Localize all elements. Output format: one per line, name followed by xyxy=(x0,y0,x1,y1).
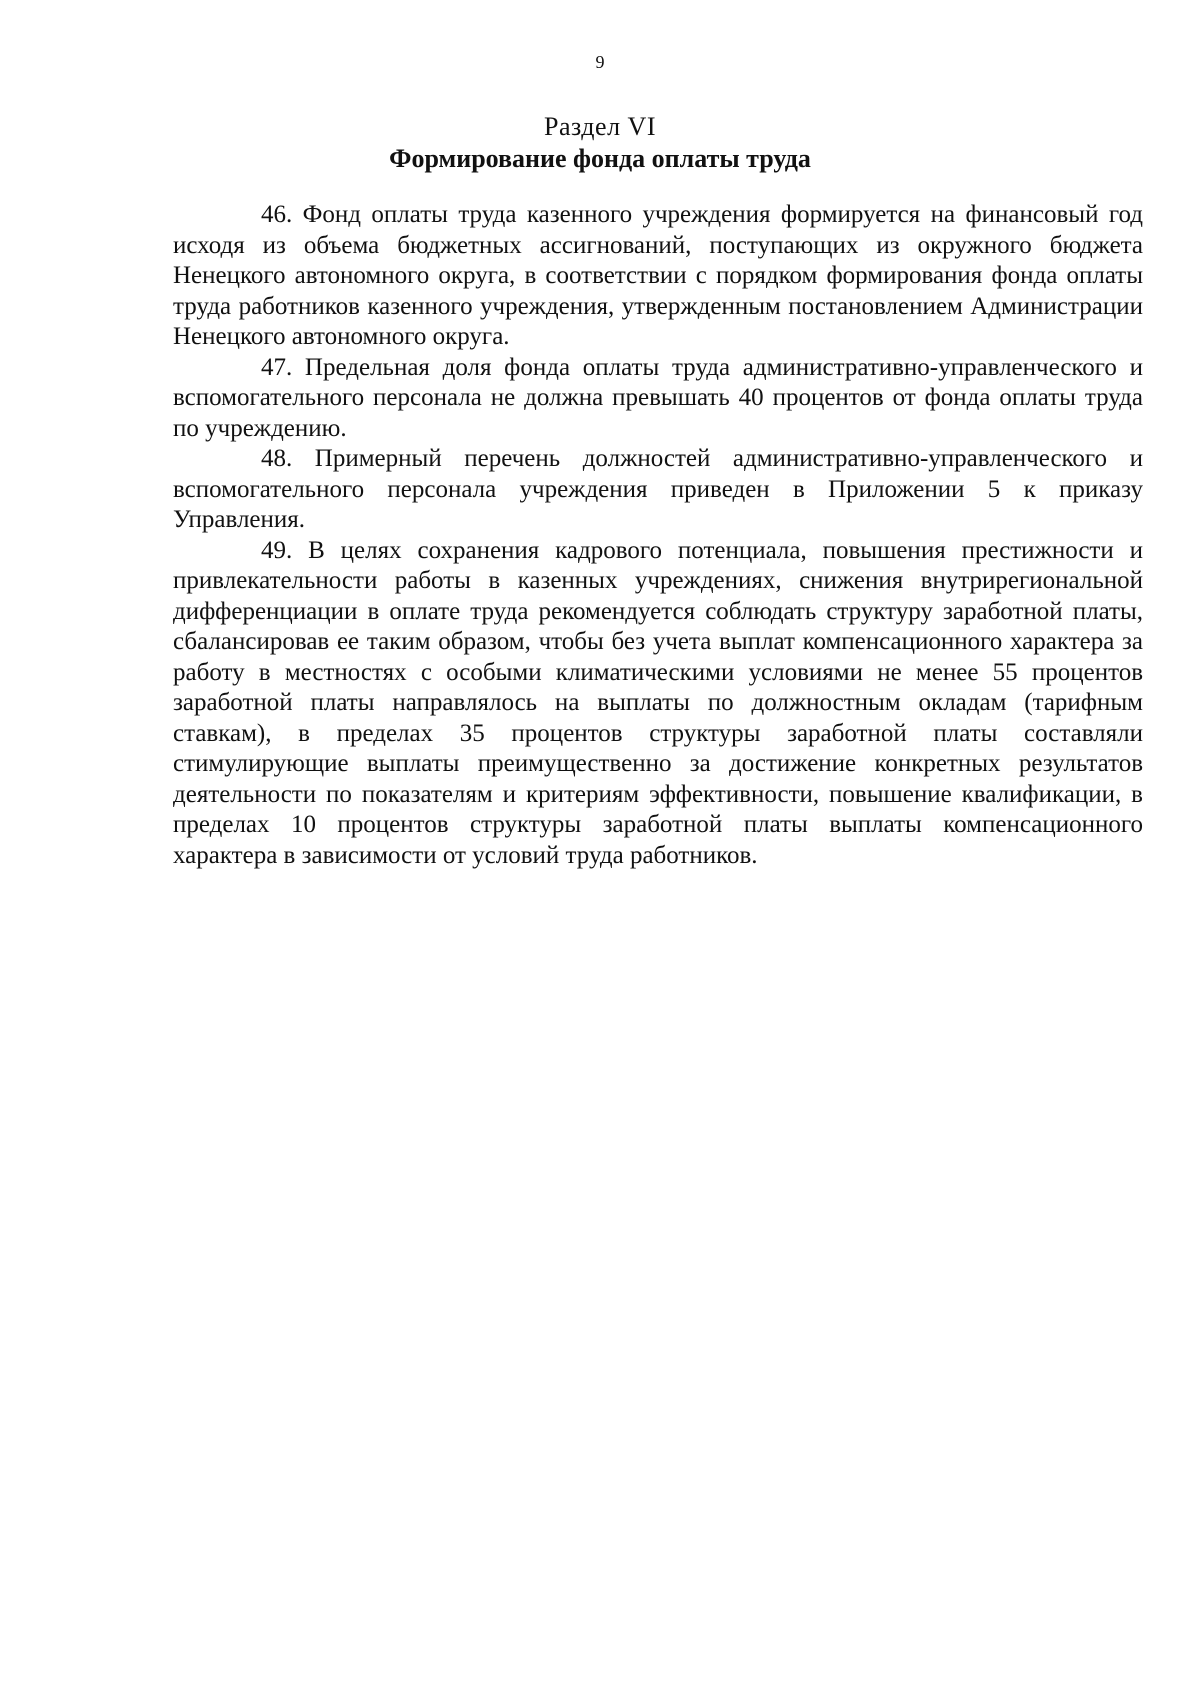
document-body xyxy=(173,200,1143,871)
section-title: Формирование фонда оплаты труда xyxy=(389,144,811,173)
paragraph-49: 49. В целях сохранения кадрового потенциала, повышения престижности и привлекательности работы в казенных учреждениях, снижения внутрирегиональной дифференциации в оплате труда рекомендуется соблюдать структуру заработной платы, сбалансировав ее таким образом, чтобы без учета выплат компенсационного характера за работу в местностях с особыми климатическими условиями не менее 55 процентов заработной платы направлялось на выплаты по должностным окладам (тарифным ставкам), в пределах 35 процентов структуры заработной платы составляли стимулирующие выплаты преимущественно за достижение конкретных результатов деятельности по показателям и критериям эффективности, повышение квалификации, в пределах 10 процентов структуры заработной платы выплаты компенсационного характера в зависимости от условий труда работников. xyxy=(173,536,1143,869)
paragraph-47: 47. Предельная доля фонда оплаты труда административно-управленческого и вспомогательного персонала не должна превышать 40 процентов от фонда оплаты труда по учреждению. xyxy=(173,353,1143,442)
page-number: 9 xyxy=(595,52,605,72)
paragraph-46: 46. Фонд оплаты труда казенного учреждения формируется на финансовый год исходя из объема бюджетных ассигнований, поступающих из окружного бюджета Ненецкого автономного округа, в соответствии с порядком формирования фонда оплаты труда работников казенного учреждения, утвержденным постановлением Администрации Ненецкого автономного округа. xyxy=(173,201,1143,350)
paragraph-48: 48. Примерный перечень должностей административно-управленческого и вспомогательного персонала учреждения приведен в Приложении 5 к приказу Управления. xyxy=(173,445,1143,533)
section-label: Раздел VI xyxy=(544,112,656,141)
